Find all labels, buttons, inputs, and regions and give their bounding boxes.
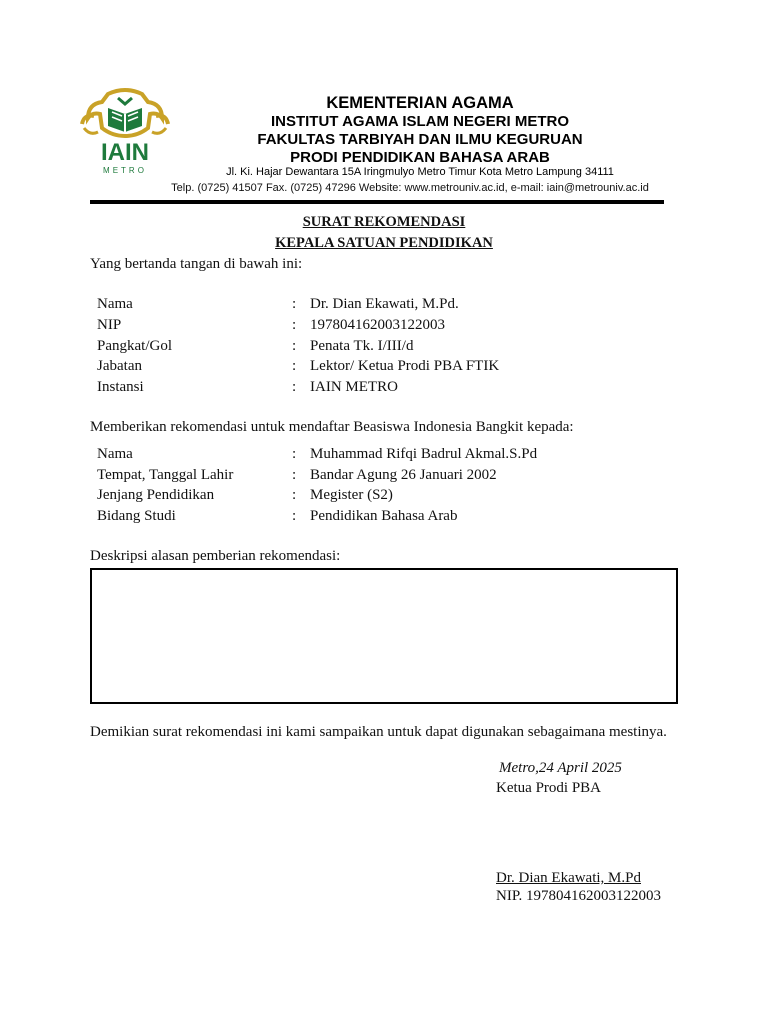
- field-colon: :: [292, 446, 297, 462]
- field-label: Nama: [97, 296, 133, 312]
- field-label: Pangkat/Gol: [97, 338, 172, 354]
- header-divider: [90, 200, 664, 204]
- field-value: Penata Tk. I/III/d: [310, 338, 414, 354]
- field-value: Megister (S2): [310, 487, 393, 503]
- address-line: Jl. Ki. Hajar Dewantara 15A Iringmulyo Metro Timur Kota Metro Lampung 34111: [226, 166, 614, 178]
- recommend-intro: Memberikan rekomendasi untuk mendaftar Beasiswa Indonesia Bangkit kepada:: [90, 419, 574, 435]
- ministry-heading: KEMENTERIAN AGAMA: [326, 94, 514, 112]
- field-label: Tempat, Tanggal Lahir: [97, 467, 234, 483]
- field-label: NIP: [97, 317, 122, 333]
- field-label: Jenjang Pendidikan: [97, 487, 215, 503]
- program-heading: PRODI PENDIDIKAN BAHASA ARAB: [290, 149, 550, 166]
- field-value: Lektor/ Ketua Prodi PBA FTIK: [310, 358, 500, 374]
- field-label: Instansi: [97, 379, 144, 395]
- logo-subtext: METRO: [103, 166, 147, 175]
- contact-line: Telp. (0725) 41507 Fax. (0725) 47296 Website: www.metrouniv.ac.id, e-mail: iain@metrouniv.ac.id: [171, 182, 649, 194]
- intro-text: Yang bertanda tangan di bawah ini:: [90, 256, 303, 272]
- field-value: Muhammad Rifqi Badrul Akmal.S.Pd: [310, 446, 538, 462]
- field-value: Dr. Dian Ekawati, M.Pd.: [310, 296, 459, 312]
- field-colon: :: [292, 379, 297, 395]
- signer-nip: NIP. 197804162003122003: [496, 888, 662, 904]
- field-value: IAIN METRO: [310, 379, 398, 395]
- field-colon: :: [292, 338, 297, 354]
- field-colon: :: [292, 296, 297, 312]
- field-label: Jabatan: [97, 358, 142, 374]
- signer-role: Ketua Prodi PBA: [496, 780, 601, 796]
- signer-name: Dr. Dian Ekawati, M.Pd: [496, 870, 641, 886]
- institute-heading: INSTITUT AGAMA ISLAM NEGERI METRO: [270, 113, 570, 130]
- field-value: Bandar Agung 26 Januari 2002: [310, 467, 497, 483]
- letter-title: SURAT REKOMENDASI: [302, 214, 466, 230]
- field-label: Bidang Studi: [97, 508, 176, 524]
- field-colon: :: [292, 508, 297, 524]
- place-date: Metro,24 April 2025: [499, 760, 622, 776]
- field-value: 197804162003122003: [310, 317, 445, 333]
- closing-text: Demikian surat rekomendasi ini kami sampaikan untuk dapat digunakan sebagaimana mestinya.: [90, 724, 667, 740]
- field-colon: :: [292, 358, 297, 374]
- logo-text: IAIN: [101, 139, 149, 166]
- field-colon: :: [292, 317, 297, 333]
- faculty-heading: FAKULTAS TARBIYAH DAN ILMU KEGURUAN: [257, 131, 583, 148]
- description-box[interactable]: [90, 568, 678, 704]
- field-label: Nama: [97, 446, 133, 462]
- field-colon: :: [292, 487, 297, 503]
- field-value: Pendidikan Bahasa Arab: [310, 508, 458, 524]
- description-label: Deskripsi alasan pemberian rekomendasi:: [90, 548, 341, 564]
- letter-subtitle: KEPALA SATUAN PENDIDIKAN: [275, 235, 493, 251]
- field-colon: :: [292, 467, 297, 483]
